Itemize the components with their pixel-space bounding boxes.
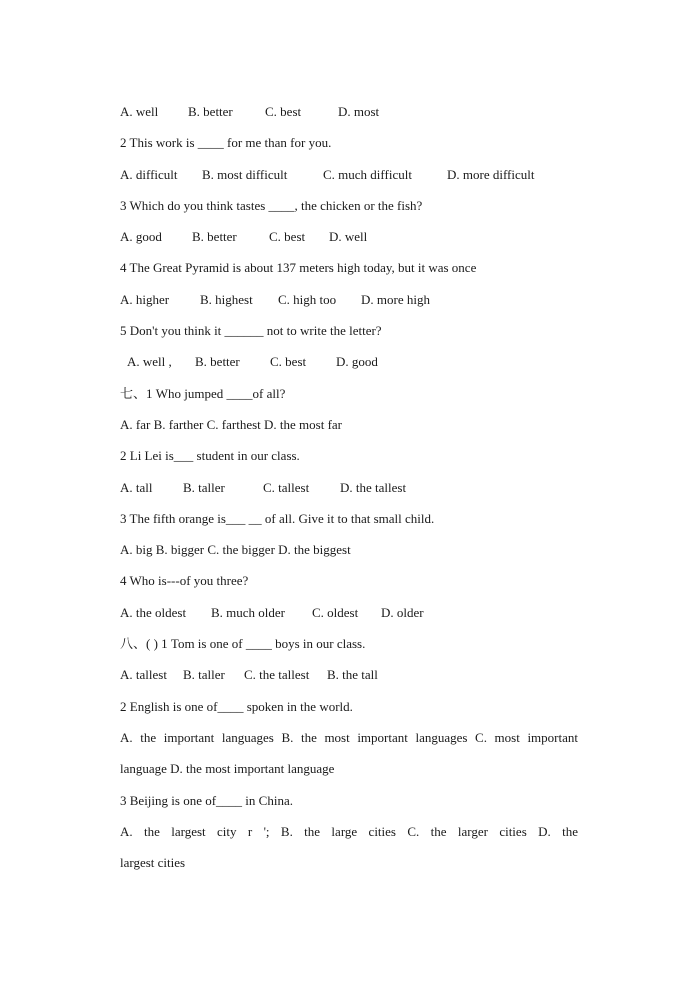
answer-options: A. the important languages B. the most important languages C. most important — [120, 729, 578, 745]
option-b: B. highest — [200, 291, 253, 307]
option-c: C. oldest — [312, 604, 359, 620]
option-a: A. well — [120, 104, 159, 119]
answer-options — [120, 663, 578, 694]
answer-options: A. big B. bigger C. the bigger D. the biggest — [120, 542, 351, 558]
question-text: 4 The Great Pyramid is about 137 meters high today, but it was once — [120, 260, 477, 276]
answer-options: A. far B. farther C. farthest D. the most far — [120, 416, 343, 432]
answer-options — [120, 350, 578, 381]
answer-options-continued: language D. the most important language — [120, 761, 335, 777]
option-a: A. tall — [120, 479, 153, 495]
option-d: D. more difficult — [447, 166, 535, 182]
option-b: B. better — [192, 229, 237, 245]
option-c: C. best — [270, 354, 307, 370]
option-a: A. higher — [120, 291, 170, 307]
option-a: A. the oldest — [120, 604, 187, 620]
answer-options — [120, 163, 578, 194]
option-d: B. the tall — [327, 667, 378, 683]
option-a: A. good — [120, 229, 162, 245]
option-d: D. good — [336, 354, 378, 370]
question-text: 2 This work is ____ for me than for you. — [120, 135, 332, 151]
option-a: A. well , — [127, 354, 172, 370]
option-c: C. best — [269, 229, 306, 245]
option-c: C. the tallest — [244, 667, 310, 683]
question-text: 3 Beijing is one of____ in China. — [120, 792, 293, 808]
option-b: B. most difficult — [202, 166, 288, 182]
option-c: C. high too — [278, 291, 337, 307]
option-a: A. difficult — [120, 166, 178, 182]
option-c: C. much difficult — [323, 166, 412, 182]
option-d: D. well — [329, 229, 368, 245]
answer-options: A. the largest city r '; B. the large cities C. the larger cities D. the — [120, 823, 578, 839]
option-b: B. taller — [183, 667, 225, 683]
option-c: C. tallest — [263, 479, 310, 495]
option-d: D. more high — [361, 291, 430, 307]
section-heading-8: 八、( ) 1 Tom is one of ____ boys in our class. — [120, 636, 366, 652]
option-b: B. better — [195, 354, 240, 370]
answer-options-continued: largest cities — [120, 855, 186, 871]
answer-options — [120, 601, 578, 632]
section-heading-7: 七、1 Who jumped ____of all? — [120, 385, 286, 401]
exercise-list — [120, 100, 578, 882]
option-a: A. tallest — [120, 667, 167, 683]
option-d: D. the tallest — [340, 479, 407, 495]
question-text: 2 English is one of____ spoken in the world. — [120, 698, 353, 714]
option-d: D. older — [381, 604, 424, 620]
answer-options — [120, 288, 578, 319]
option-b: B. better — [188, 104, 233, 119]
question-text: 4 Who is---of you three? — [120, 573, 249, 589]
question-text: 5 Don't you think it ______ not to write the letter? — [120, 323, 382, 339]
question-text: 2 Li Lei is___ student in our class. — [120, 448, 300, 464]
question-text: 3 Which do you think tastes ____, the chicken or the fish? — [120, 197, 423, 213]
option-d: D. most — [338, 104, 380, 119]
option-c: C. best — [265, 104, 302, 119]
question-text: 3 The fifth orange is___ __ of all. Give it to that small child. — [120, 510, 435, 526]
option-b: B. much older — [211, 604, 286, 620]
answer-options — [120, 225, 578, 256]
answer-options — [120, 100, 578, 131]
option-b: B. taller — [183, 479, 225, 495]
answer-options — [120, 476, 578, 507]
